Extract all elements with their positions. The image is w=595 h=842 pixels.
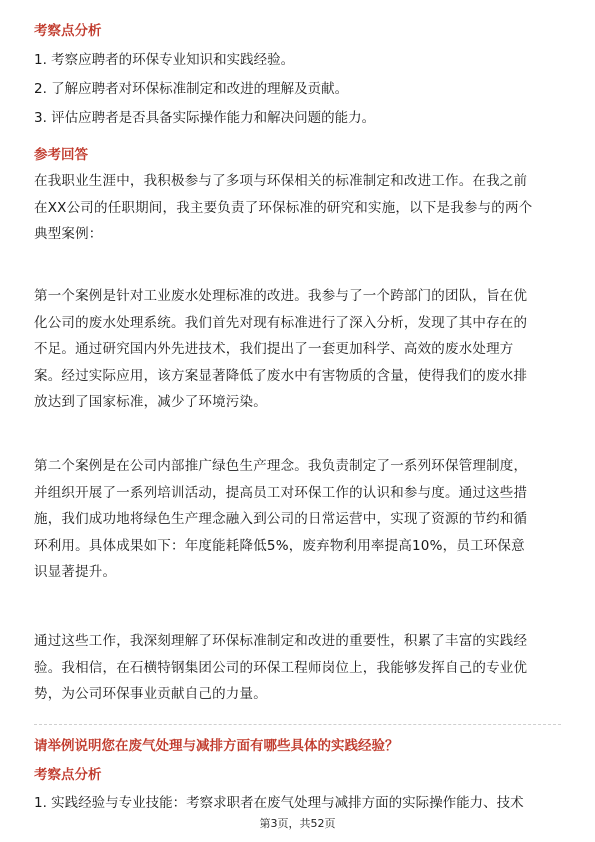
answer-paragraph-3 [34,453,527,586]
answer-paragraph-4 [34,628,527,708]
paragraph-line: 不足。通过研究国内外先进技术，我们提出了一套更加科学、高效的废水处理方 [34,341,514,357]
answer-paragraph-2 [34,283,527,416]
paragraph-line: 第二个案例是在公司内部推广绿色生产理念。我负责制定了一系列环保管理制度， [34,458,528,474]
paragraph-line: 在我职业生涯中，我积极参与了多项与环保相关的标准制定和改进工作。在我之前 [34,173,528,189]
section-heading-analysis: 考察点分析 [34,23,102,39]
paragraph-line: 在XX公司的任职期间，我主要负责了环保标准的研究和实施，以下是我参与的两个 [34,199,533,216]
paragraph-line: 通过这些工作，我深刻理解了环保标准制定和改进的重要性，积累了丰富的实践经 [34,633,528,649]
question-heading: 请举例说明您在废气处理与减排方面有哪些具体的实践经验？ [34,738,399,754]
list-item: 2. 了解应聘者对环保标准制定和改进的理解及贡献。 [34,81,349,97]
paragraph-line: 第一个案例是针对工业废水处理标准的改进。我参与了一个跨部门的团队，旨在优 [34,288,528,304]
paragraph-line: 环利用。具体成果如下：年度能耗降低5%，废弃物利用率提高10%，员工环保意 [34,537,525,554]
page-number: 第3页，共52页 [259,817,336,830]
paragraph-line: 案。经过实际应用，该方案显著降低了废水中有害物质的含量，使得我们的废水排 [34,367,528,384]
section-divider [34,724,561,725]
paragraph-line: 验。我相信，在石横特钢集团公司的环保工程师岗位上，我能够发挥自己的专业优 [34,659,528,676]
paragraph-line: 识显著提升。 [34,564,117,580]
list-item: 1. 考察应聘者的环保专业知识和实践经验。 [34,52,295,68]
paragraph-line: 势，为公司环保事业贡献自己的力量。 [34,686,267,702]
answer-paragraph-1 [34,168,532,248]
paragraph-line: 典型案例： [34,226,103,242]
paragraph-line: 施，我们成功地将绿色生产理念融入到公司的日常运营中，实现了资源的节约和循 [34,511,528,527]
paragraph-line: 放达到了国家标准，减少了环境污染。 [34,394,267,410]
list-item: 1. 实践经验与专业技能：考察求职者在废气处理与减排方面的实际操作能力、技术 [34,795,524,811]
section-heading-answer: 参考回答 [34,147,88,163]
section-heading-analysis-2: 考察点分析 [34,767,102,783]
paragraph-line: 化公司的废水处理系统。我们首先对现有标准进行了深入分析，发现了其中存在的 [34,314,528,331]
paragraph-line: 并组织开展了一系列培训活动，提高员工对环保工作的认识和参与度。通过这些措 [34,484,528,501]
list-item: 3. 评估应聘者是否具备实际操作能力和解决问题的能力。 [34,110,376,126]
